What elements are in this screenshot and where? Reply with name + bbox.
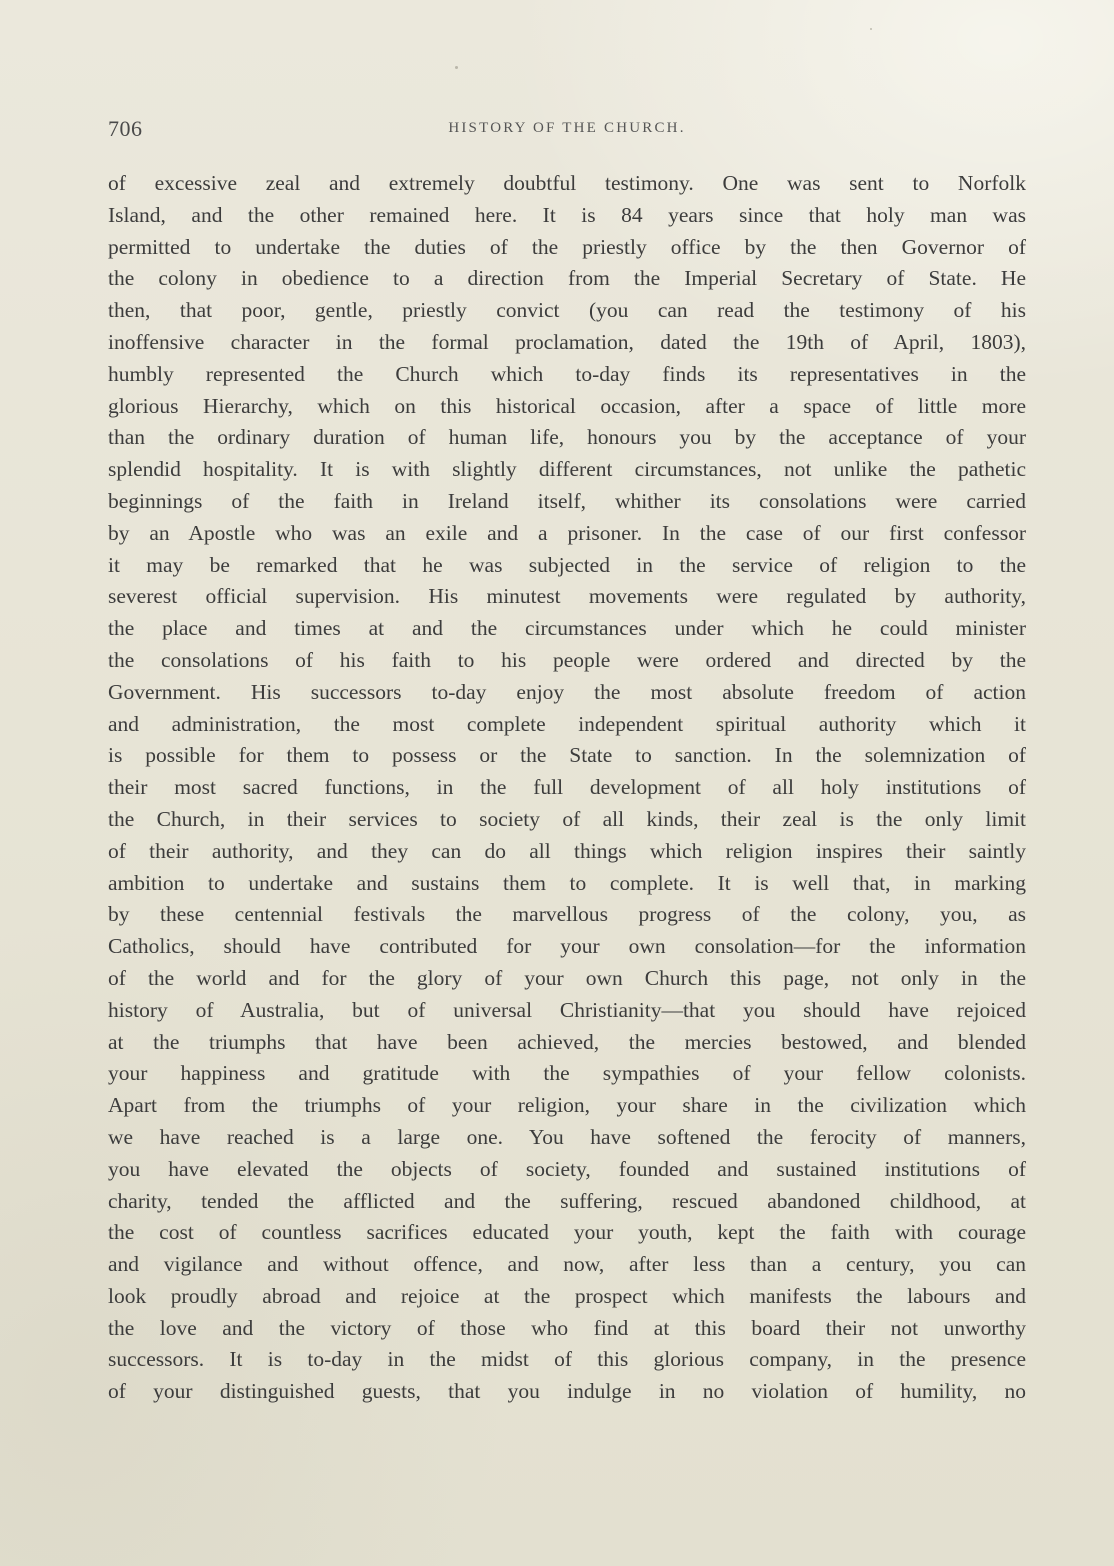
text-line: successors. It is to-day in the midst of this glorious company, in the presence bbox=[108, 1347, 1026, 1372]
text-line: by an Apostle who was an exile and a prisoner. In the case of our first confessor bbox=[108, 520, 1026, 545]
text-line: look proudly abroad and rejoice at the prospect which manifests the labours and bbox=[108, 1283, 1026, 1308]
text-line: humbly represented the Church which to-day finds its representatives in the bbox=[108, 361, 1026, 386]
text-line: the colony in obedience to a direction from the Imperial Secretary of State. He bbox=[108, 266, 1026, 291]
text-line: Government. His successors to-day enjoy the most absolute freedom of action bbox=[108, 679, 1026, 704]
text-line: of your distinguished guests, that you indulge in no violation of humility, no bbox=[108, 1379, 1026, 1404]
text-line: and vigilance and without offence, and now, after less than a century, you can bbox=[108, 1252, 1026, 1277]
text-line: Catholics, should have contributed for your own consolation—for the information bbox=[108, 934, 1026, 959]
text-line: of excessive zeal and extremely doubtful testimony. One was sent to Norfolk bbox=[108, 171, 1026, 195]
text-line: Island, and the other remained here. It is 84 years since that holy man was bbox=[108, 202, 1026, 227]
text-line: at the triumphs that have been achieved, the mercies bestowed, and blended bbox=[108, 1029, 1026, 1054]
text-line: splendid hospitality. It is with slightly different circumstances, not unlike the pathetic bbox=[108, 457, 1026, 482]
text-line: the Church, in their services to society of all kinds, their zeal is the only limit bbox=[108, 806, 1026, 831]
paper-speck bbox=[455, 66, 458, 69]
text-line: the love and the victory of those who find at this board their not unworthy bbox=[108, 1315, 1026, 1340]
text-line: history of Australia, but of universal Christianity—that you should have rejoiced bbox=[108, 997, 1026, 1022]
text-line: of the world and for the glory of your own Church this page, not only in the bbox=[108, 965, 1026, 990]
text-line: their most sacred functions, in the full development of all holy institutions of bbox=[108, 775, 1026, 800]
running-head bbox=[108, 116, 1026, 144]
text-line: ambition to undertake and sustains them to complete. It is well that, in marking bbox=[108, 870, 1026, 895]
text-line: then, that poor, gentle, priestly convict (you can read the testimony of his bbox=[108, 298, 1026, 323]
text-line: it may be remarked that he was subjected in the service of religion to the bbox=[108, 552, 1026, 577]
running-title: HISTORY OF THE CHURCH. bbox=[448, 120, 686, 136]
text-line: of their authority, and they can do all things which religion inspires their saintly bbox=[108, 838, 1026, 863]
text-line: your happiness and gratitude with the sympathies of your fellow colonists. bbox=[108, 1061, 1026, 1086]
text-line: by these centennial festivals the marvellous progress of the colony, you, as bbox=[108, 902, 1026, 927]
text-line: and administration, the most complete independent spiritual authority which it bbox=[108, 711, 1026, 736]
text-line: permitted to undertake the duties of the priestly office by the then Governor of bbox=[108, 234, 1026, 259]
text-line: than the ordinary duration of human life, honours you by the acceptance of your bbox=[108, 425, 1026, 450]
text-line: you have elevated the objects of society, founded and sustained institutions of bbox=[108, 1156, 1026, 1181]
text-line: inoffensive character in the formal proclamation, dated the 19th of April, 1803), bbox=[108, 329, 1026, 354]
text-line: glorious Hierarchy, which on this historical occasion, after a space of little more bbox=[108, 393, 1026, 418]
text-line: beginnings of the faith in Ireland itself, whither its consolations were carried bbox=[108, 488, 1026, 513]
text-line: Apart from the triumphs of your religion, your share in the civilization which bbox=[108, 1093, 1026, 1118]
text-line: the place and times at and the circumstances under which he could minister bbox=[108, 616, 1026, 641]
page-number: 706 bbox=[108, 116, 143, 141]
text-line: is possible for them to possess or the State to sanction. In the solemnization of bbox=[108, 743, 1026, 768]
text-line: we have reached is a large one. You have softened the ferocity of manners, bbox=[108, 1124, 1026, 1149]
text-line: charity, tended the afflicted and the suffering, rescued abandoned childhood, at bbox=[108, 1188, 1026, 1213]
text-line: severest official supervision. His minutest movements were regulated by authority, bbox=[108, 584, 1026, 609]
text-line: the consolations of his faith to his people were ordered and directed by the bbox=[108, 647, 1026, 672]
paper-speck bbox=[870, 28, 872, 30]
body-text bbox=[108, 168, 1026, 1408]
text-line: the cost of countless sacrifices educated your youth, kept the faith with courage bbox=[108, 1220, 1026, 1245]
